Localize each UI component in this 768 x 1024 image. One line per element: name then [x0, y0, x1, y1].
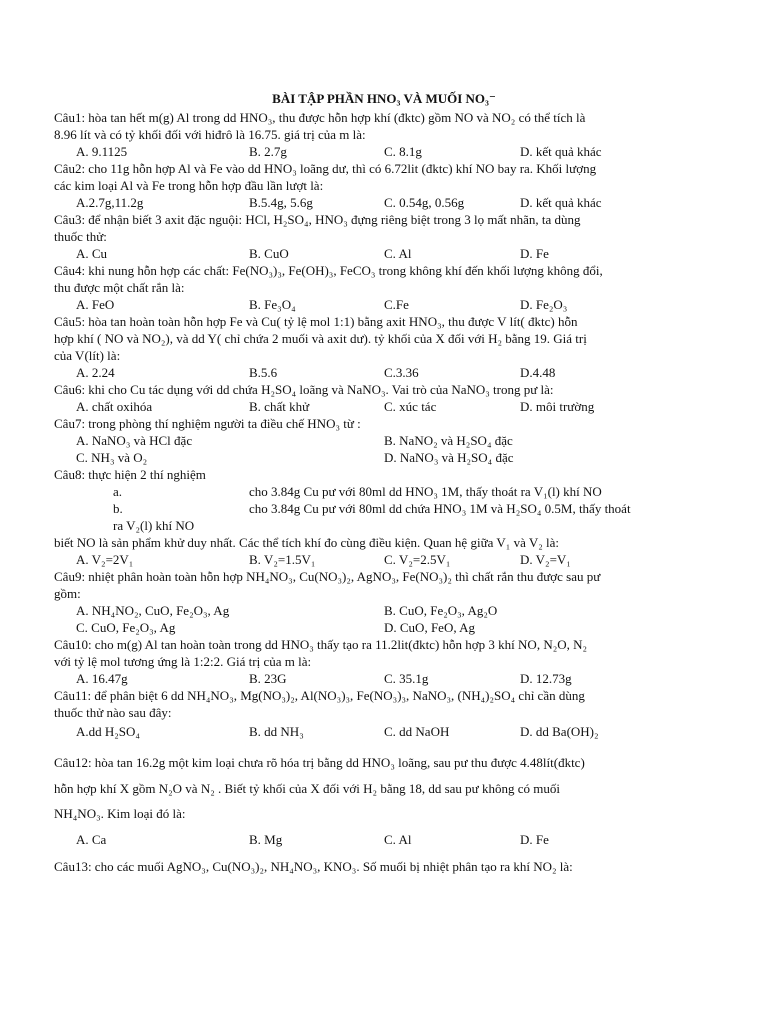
text-line: B. CuO, Fe₂O₃, Ag₂O: [384, 603, 498, 618]
text-line: A. Ca: [76, 832, 107, 847]
text-line: Câu9: nhiệt phân hoàn toàn hỗn hợp NH₄NO₃, Cu(NO₃)₂, AgNO₃, Fe(NO₃)₂ thì chất rắn thu được sau pư: [54, 569, 601, 584]
text-line: Câu7: trong phòng thí nghiệm người ta điều chế HNO₃ từ :: [54, 416, 361, 431]
text-line: C. xúc tác: [384, 399, 437, 414]
text-line: B. Fe₃O₄: [249, 297, 296, 312]
text-line: D. 12.73g: [520, 671, 572, 686]
text-line: Câu4: khi nung hỗn hợp các chất: Fe(NO₃)₃, Fe(OH)₃, FeCO₃ trong không khí đến khối lượng không đổi,: [54, 263, 603, 278]
text-line: A.dd H₂SO₄: [76, 724, 140, 739]
text-line: C. 0.54g, 0.56g: [384, 195, 465, 210]
text-line: thuốc thử:: [54, 229, 107, 244]
text-line: B. chất khử: [249, 399, 310, 414]
text-line: C. 35.1g: [384, 671, 429, 686]
text-line: 8.96 lít và có tỷ khối đối với hiđrô là 16.75. giá trị của m là:: [54, 127, 366, 142]
text-line: C. Al: [384, 246, 412, 261]
text-line: NH₄NO₃. Kim loại đó là:: [54, 806, 186, 821]
text-line: A. 9.1125: [76, 144, 128, 159]
text-line: B. NaNO₂ và H₂SO₄ đặc: [384, 433, 513, 448]
text-line: D. kết quả khác: [520, 144, 602, 159]
text-line: A. FeO: [76, 297, 115, 312]
text-line: thu được một chất rắn là:: [54, 280, 185, 295]
text-line: D. NaNO₃ và H₂SO₄ đặc: [384, 450, 514, 465]
text-line: C. dd NaOH: [384, 724, 450, 739]
text-line: A. 2.24: [76, 365, 115, 380]
text-line: B. 23G: [249, 671, 287, 686]
text-line: a.: [113, 484, 123, 499]
text-line: C. Al: [384, 832, 412, 847]
text-line: Câu2: cho 11g hỗn hợp Al và Fe vào dd HNO₃ loãng dư, thì có 6.72lit (đktc) khí NO bay ra. Khối lượng: [54, 161, 597, 176]
text-line: Câu12: hòa tan 16.2g một kim loại chưa rõ hóa trị bằng dd HNO₃ loãng, sau pư thu được 4.48lít(đktc): [54, 755, 585, 770]
text-line: B. CuO: [249, 246, 289, 261]
text-line: B.5.4g, 5.6g: [249, 195, 313, 210]
text-line: B. Mg: [249, 832, 283, 847]
page-title: BÀI TẬP PHẦN HNO₃ VÀ MUỐI NO₃⁻: [272, 91, 496, 106]
text-line: A. NH₄NO₂, CuO, Fe₂O₃, Ag: [76, 603, 230, 618]
text-line: Câu11: để phân biệt 6 dd NH₄NO₃, Mg(NO₃)₂, Al(NO₃)₃, Fe(NO₃)₃, NaNO₃, (NH₄)₂SO₄ chỉ cần dùng: [54, 688, 585, 703]
text-line: C. V₂=2.5V₁: [384, 552, 451, 567]
text-line: D. dd Ba(OH)₂: [520, 724, 599, 739]
text-line: Câu5: hòa tan hoàn toàn hỗn hợp Fe và Cu( tỷ lệ mol 1:1) bằng axit HNO₃, thu được V lít( đktc) hỗn: [54, 314, 578, 329]
text-line: hợp khí ( NO và NO₂), và dd Y( chỉ chứa 2 muối và axit dư). tỷ khối của X đối với H₂ bằng 19. Giá trị: [54, 331, 587, 346]
text-line: với tỷ lệ mol tương ứng là 1:2:2. Giá trị của m là:: [54, 654, 312, 669]
text-line: Câu6: khi cho Cu tác dụng với dd chứa H₂SO₄ loãng và NaNO₃. Vai trò của NaNO₃ trong pư là:: [54, 382, 554, 397]
text-line: D. môi trường: [520, 399, 595, 414]
text-line: b.: [113, 501, 123, 516]
text-line: A. chất oxihóa: [76, 399, 153, 414]
text-line: cho 3.84g Cu pư với 80ml dd HNO₃ 1M, thấy thoát ra V₁(l) khí NO: [249, 484, 602, 499]
text-line: B. 2.7g: [249, 144, 287, 159]
text-line: D. Fe₂O₃: [520, 297, 568, 312]
text-line: D. Fe: [520, 246, 549, 261]
text-line: cho 3.84g Cu pư với 80ml dd chứa HNO₃ 1M và H₂SO₄ 0.5M, thấy thoát: [249, 501, 631, 516]
text-line: D. Fe: [520, 832, 549, 847]
text-line: của V(lít) là:: [54, 348, 121, 363]
text-line: B. dd NH₃: [249, 724, 304, 739]
text-line: C.3.36: [384, 365, 419, 380]
text-line: A. V₂=2V₁: [76, 552, 134, 567]
text-line: D. CuO, FeO, Ag: [384, 620, 476, 635]
text-line: A.2.7g,11.2g: [76, 195, 144, 210]
text-line: C.Fe: [384, 297, 409, 312]
text-line: các kim loại Al và Fe trong hỗn hợp đầu lần lượt là:: [54, 178, 324, 193]
text-line: biết NO là sản phẩm khử duy nhất. Các thể tích khí đo cùng điều kiện. Quan hệ giữa V₁ và V₂ là:: [54, 535, 560, 550]
text-line: D. V₂=V₁: [520, 552, 571, 567]
text-line: ra V₂(l) khí NO: [113, 518, 195, 533]
text-line: Câu3: để nhận biết 3 axit đặc nguội: HCl, H₂SO₄, HNO₃ đựng riêng biệt trong 3 lọ mất nhãn, ta dùng: [54, 212, 581, 227]
text-line: C. 8.1g: [384, 144, 422, 159]
text-line: Câu1: hòa tan hết m(g) Al trong dd HNO₃, thu được hỗn hợp khí (đktc) gồm NO và NO₂ có thể tích là: [54, 110, 586, 125]
text-line: gồm:: [54, 586, 81, 601]
text-line: D.4.48: [520, 365, 556, 380]
text-line: C. NH₃ và O₂: [76, 450, 148, 465]
text-line: Câu13: cho các muối AgNO₃, Cu(NO₃)₂, NH₄NO₃, KNO₃. Số muối bị nhiệt phân tạo ra khí NO₂ là:: [54, 859, 573, 874]
text-line: A. 16.47g: [76, 671, 128, 686]
text-line: hỗn hợp khí X gồm N₂O và N₂ . Biết tỷ khối của X đối với H₂ bằng 18, dd sau pư không có muối: [54, 781, 560, 796]
text-line: Câu8: thực hiện 2 thí nghiệm: [54, 467, 206, 482]
text-line: Câu10: cho m(g) Al tan hoàn toàn trong dd HNO₃ thấy tạo ra 11.2lit(đktc) hỗn hợp 3 khí NO, N₂O, N₂: [54, 637, 588, 652]
text-line: D. kết quả khác: [520, 195, 602, 210]
text-line: A. NaNO₃ và HCl đặc: [76, 433, 193, 448]
text-line: B. V₂=1.5V₁: [249, 552, 316, 567]
text-line: A. Cu: [76, 246, 108, 261]
text-line: B.5.6: [249, 365, 278, 380]
text-line: C. CuO, Fe₂O₃, Ag: [76, 620, 176, 635]
text-line: thuốc thử nào sau đây:: [54, 705, 172, 720]
